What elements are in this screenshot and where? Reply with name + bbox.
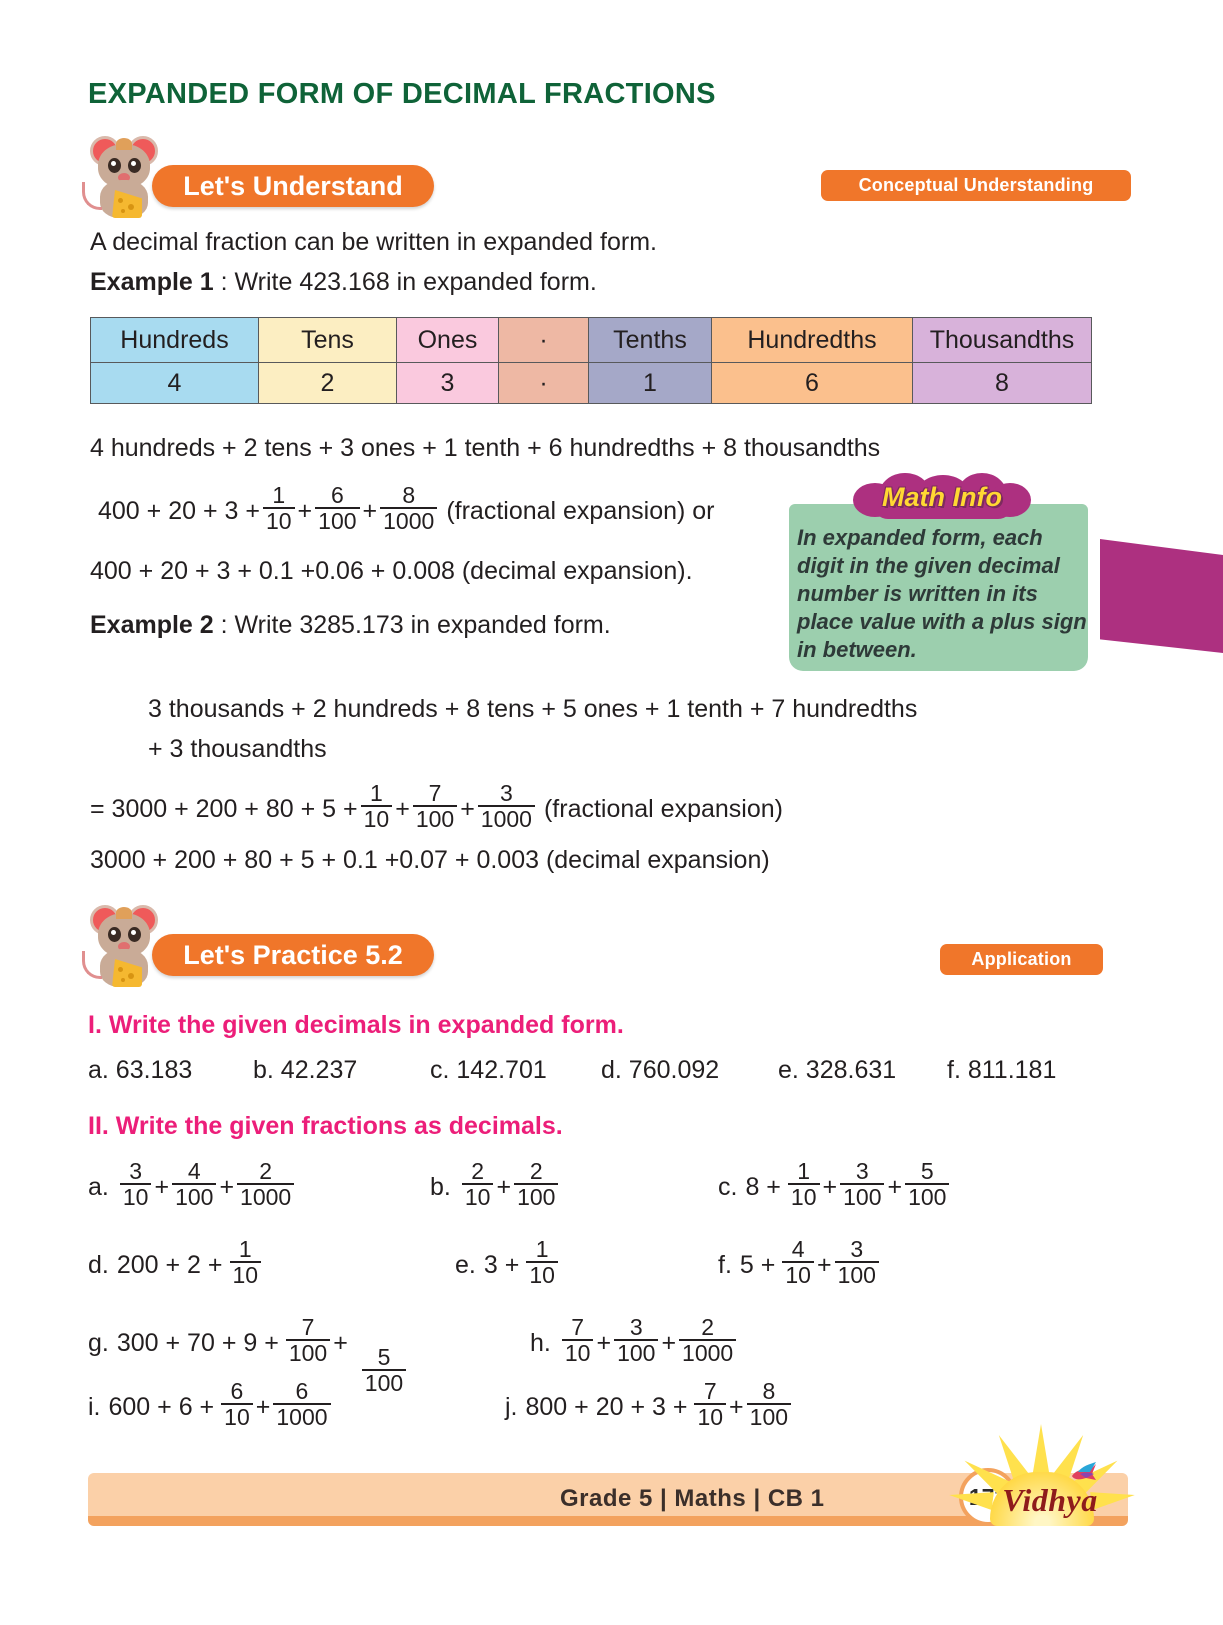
item-letter: i. [88, 1392, 101, 1421]
place-value-header: · [499, 318, 588, 363]
section1-item: e. 328.631 [778, 1056, 897, 1084]
vidhya-logo [962, 1424, 1122, 1549]
fraction-numerator: 5 [920, 1158, 934, 1184]
fraction-denominator: 100 [172, 1183, 216, 1210]
place-value-table [90, 317, 1092, 404]
item-letter: d. [88, 1250, 109, 1279]
example1-text: Write 423.168 in expanded form. [234, 268, 597, 296]
fraction-numerator: 2 [701, 1314, 715, 1340]
place-value-header: Hundreds [91, 318, 258, 363]
ex1-frac-prefix: 400 + 20 + 3 + [98, 496, 260, 525]
place-value-column [913, 318, 1091, 403]
fraction-denominator: 10 [263, 507, 295, 534]
fraction-denominator: 10 [230, 1261, 262, 1288]
section1-heading: I. Write the given decimals in expanded form. [88, 1011, 624, 1039]
fraction-denominator: 1000 [237, 1183, 294, 1210]
fraction-term [413, 782, 457, 832]
fraction-term [380, 484, 437, 534]
fraction-numerator: 7 [301, 1314, 315, 1340]
example1-heading [90, 268, 597, 297]
fraction-denominator: 1000 [679, 1339, 736, 1366]
fraction-term [788, 1160, 820, 1210]
fraction-denominator: 100 [362, 1369, 406, 1396]
item-whole-part: 800 + 20 + 3 + [525, 1392, 688, 1421]
section2-item [88, 1314, 409, 1396]
place-value-digit: 8 [995, 368, 1009, 397]
fraction-term [840, 1160, 884, 1210]
fraction-denominator: 10 [694, 1403, 726, 1430]
section2-item [455, 1236, 561, 1290]
fraction-term [694, 1380, 726, 1430]
mouse-mascot-icon [88, 901, 162, 989]
fraction-denominator: 1000 [273, 1403, 330, 1430]
fraction-numerator: 8 [762, 1378, 776, 1404]
fraction-numerator: 4 [187, 1158, 201, 1184]
lets-practice-banner[interactable]: Let's Practice 5.2 [152, 934, 434, 976]
place-value-column [91, 318, 259, 403]
example2-heading [90, 611, 611, 640]
item-whole-part: 300 + 70 + 9 + [116, 1328, 279, 1357]
fraction-denominator: 10 [562, 1339, 594, 1366]
item-letter: c. [718, 1172, 738, 1201]
fraction-denominator: 100 [413, 805, 457, 832]
plus-sign: + [297, 496, 313, 525]
fraction-denominator: 100 [315, 507, 359, 534]
fraction-term [526, 1238, 558, 1288]
fraction-numerator: 3 [629, 1314, 643, 1340]
logo-wordmark: Vidhya [1002, 1482, 1098, 1518]
item-whole-part: 600 + 6 + [108, 1392, 215, 1421]
mouse-mascot-icon [88, 132, 162, 220]
section2-item [718, 1236, 882, 1290]
fraction-numerator: 1 [238, 1236, 252, 1262]
section2-item [88, 1378, 334, 1432]
fraction-denominator: 10 [221, 1403, 253, 1430]
fraction-numerator: 6 [330, 482, 344, 508]
hummingbird-icon [1068, 1460, 1098, 1484]
fraction-denominator: 10 [526, 1261, 558, 1288]
fraction-numerator: 2 [259, 1158, 273, 1184]
intro-text: A decimal fraction can be written in expanded form. [90, 228, 657, 256]
fraction-denominator: 10 [361, 805, 393, 832]
place-value-digit: · [539, 368, 548, 397]
fraction-term [361, 782, 393, 832]
fraction-term [835, 1238, 879, 1288]
fraction-numerator: 3 [499, 780, 513, 806]
fraction-denominator: 100 [514, 1183, 558, 1210]
place-value-header: Ones [397, 318, 498, 363]
application-tag: Application [940, 944, 1103, 975]
example2-decimal-expansion: 3000 + 200 + 80 + 5 + 0.1 +0.07 + 0.003 (decimal expansion) [90, 846, 770, 874]
item-letter: j. [505, 1392, 518, 1421]
example1-words: 4 hundreds + 2 tens + 3 ones + 1 tenth + 6 hundredths + 8 thousandths [90, 434, 881, 462]
fraction-numerator: 3 [855, 1158, 869, 1184]
fraction-term [478, 782, 535, 832]
fraction-term [905, 1160, 949, 1210]
fraction-denominator: 100 [835, 1261, 879, 1288]
fraction-denominator: 10 [788, 1183, 820, 1210]
plus-sign: + [219, 1172, 235, 1201]
fraction-numerator: 1 [272, 482, 286, 508]
example1-separator: : [213, 268, 235, 296]
math-info-ribbon [1100, 539, 1223, 653]
plus-sign: + [887, 1172, 903, 1201]
place-value-column [712, 318, 913, 403]
fraction-term [362, 1346, 406, 1396]
fraction-term [782, 1238, 814, 1288]
example2-words-line1: 3 thousands + 2 hundreds + 8 tens + 5 ones + 1 tenth + 7 hundredths [148, 695, 918, 723]
fraction-numerator: 2 [471, 1158, 485, 1184]
place-value-digit: 1 [643, 368, 657, 397]
math-info-body: In expanded form, each digit in the given decimal number is written in its place value with a plus sign in between. [797, 525, 1087, 662]
fraction-term [273, 1380, 330, 1430]
fraction-denominator: 100 [905, 1183, 949, 1210]
place-value-header: Hundredths [712, 318, 912, 363]
item-whole-part: 200 + 2 + [116, 1250, 223, 1279]
place-value-header: Tenths [589, 318, 711, 363]
plus-sign: + [816, 1250, 832, 1279]
fraction-numerator: 7 [703, 1378, 717, 1404]
plus-sign: + [822, 1172, 838, 1201]
fraction-numerator: 5 [377, 1344, 391, 1370]
fraction-denominator: 100 [286, 1339, 330, 1366]
plus-sign: + [255, 1392, 271, 1421]
fraction-denominator: 1000 [478, 805, 535, 832]
example2-words-line2: + 3 thousandths [148, 735, 327, 763]
item-letter: a. [88, 1172, 109, 1201]
fraction-term [514, 1160, 558, 1210]
item-letter: e. [455, 1250, 476, 1279]
plus-sign: + [596, 1328, 612, 1357]
plus-sign: + [154, 1172, 170, 1201]
fraction-term [286, 1316, 330, 1366]
page-title: EXPANDED FORM OF DECIMAL FRACTIONS [88, 78, 716, 110]
fraction-term [230, 1238, 262, 1288]
example1-fractional-expansion [98, 482, 715, 536]
conceptual-understanding-tag: Conceptual Understanding [821, 170, 1131, 201]
example2-fractional-expansion [90, 780, 783, 834]
plus-sign: + [395, 794, 410, 823]
fraction-denominator: 1000 [380, 507, 437, 534]
example1-label: Example 1 [90, 268, 214, 296]
section2-item [718, 1158, 952, 1212]
fraction-term [614, 1316, 658, 1366]
fraction-term [562, 1316, 594, 1366]
section1-item: b. 42.237 [253, 1056, 358, 1084]
item-letter: h. [530, 1328, 551, 1357]
fraction-term [462, 1160, 494, 1210]
plus-sign: + [362, 496, 378, 525]
place-value-header: Thousandths [913, 318, 1091, 363]
item-letter: f. [718, 1250, 732, 1279]
fraction-numerator: 7 [428, 780, 442, 806]
ex2-frac-prefix: = 3000 + 200 + 80 + 5 + [90, 794, 358, 823]
fraction-numerator: 1 [797, 1158, 811, 1184]
fraction-denominator: 100 [840, 1183, 884, 1210]
plus-sign: + [460, 794, 475, 823]
fraction-numerator: 4 [791, 1236, 805, 1262]
fraction-denominator: 100 [614, 1339, 658, 1366]
section2-item [88, 1236, 264, 1290]
item-letter: b. [430, 1172, 451, 1201]
ex2-frac-suffix: (fractional expansion) [543, 794, 783, 823]
plus-sign: + [333, 1328, 348, 1357]
place-value-column [397, 318, 499, 403]
fraction-numerator: 1 [535, 1236, 549, 1262]
section2-heading: II. Write the given fractions as decimals. [88, 1112, 563, 1140]
section2-item [430, 1158, 561, 1212]
fraction-numerator: 1 [370, 780, 383, 806]
section2-item [505, 1378, 794, 1432]
math-info-label: Math Info [882, 481, 1002, 512]
fraction-numerator: 6 [230, 1378, 244, 1404]
lets-understand-banner[interactable]: Let's Understand [152, 165, 434, 207]
place-value-digit: 3 [440, 368, 455, 397]
item-whole-part: 3 + [483, 1250, 520, 1279]
fraction-numerator: 3 [129, 1158, 143, 1184]
plus-sign: + [729, 1392, 744, 1421]
example2-text: Write 3285.173 in expanded form. [234, 611, 611, 639]
footer-text: Grade 5 | Maths | CB 1 [560, 1485, 825, 1512]
fraction-term [172, 1160, 216, 1210]
fraction-denominator: 10 [120, 1183, 152, 1210]
place-value-column [259, 318, 397, 403]
fraction-term [747, 1380, 791, 1430]
fraction-term [120, 1160, 152, 1210]
item-whole-part: 8 + [745, 1172, 781, 1201]
place-value-header: Tens [259, 318, 396, 363]
section1-item: a. 63.183 [88, 1056, 193, 1084]
ex1-frac-suffix: (fractional expansion) or [446, 496, 715, 525]
place-value-digit: 2 [320, 368, 335, 397]
fraction-numerator: 3 [850, 1236, 864, 1262]
fraction-term [679, 1316, 736, 1366]
fraction-numerator: 7 [571, 1314, 585, 1340]
fraction-denominator: 10 [462, 1183, 494, 1210]
fraction-denominator: 100 [747, 1403, 791, 1430]
place-value-column [589, 318, 712, 403]
fraction-numerator: 8 [402, 482, 416, 508]
example2-separator: : [213, 611, 235, 639]
place-value-column [499, 318, 589, 403]
example1-decimal-expansion: 400 + 20 + 3 + 0.1 +0.06 + 0.008 (decimal expansion). [90, 557, 693, 585]
fraction-denominator: 10 [782, 1261, 814, 1288]
place-value-digit: 6 [805, 368, 819, 397]
plus-sign: + [661, 1328, 677, 1357]
section1-item: c. 142.701 [430, 1056, 547, 1084]
plus-sign: + [496, 1172, 512, 1201]
fraction-term [315, 484, 359, 534]
section2-item [88, 1158, 297, 1212]
section1-item: d. 760.092 [601, 1056, 720, 1084]
item-letter: g. [88, 1328, 109, 1357]
fraction-numerator: 2 [529, 1158, 543, 1184]
fraction-term [263, 484, 295, 534]
section2-item [530, 1314, 739, 1368]
item-whole-part: 5 + [739, 1250, 776, 1279]
fraction-term [237, 1160, 294, 1210]
fraction-numerator: 6 [295, 1378, 309, 1404]
place-value-digit: 4 [167, 368, 182, 397]
example2-label: Example 2 [90, 611, 214, 639]
fraction-term [221, 1380, 253, 1430]
section1-item: f. 811.181 [947, 1056, 1057, 1084]
